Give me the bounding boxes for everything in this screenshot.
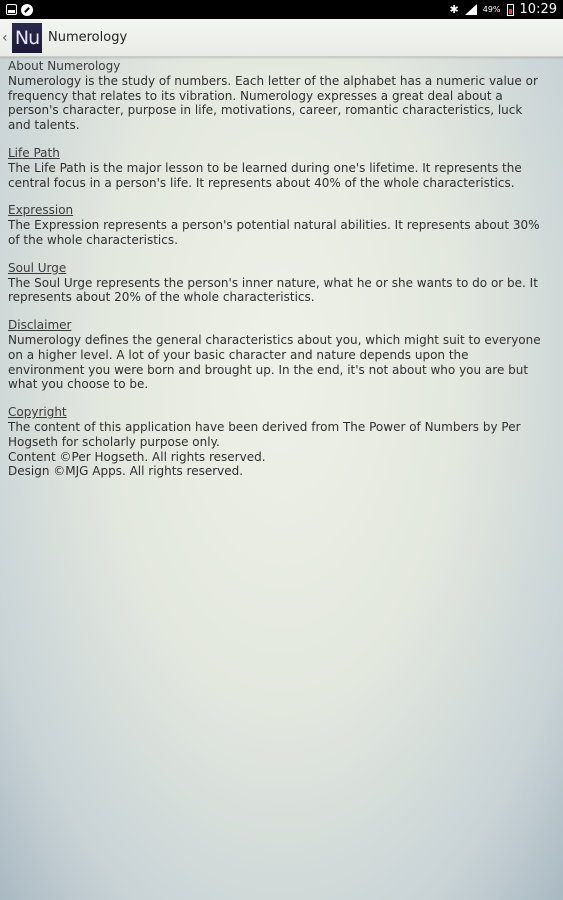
section-body: The Expression represents a person's potential natural abilities. It represents about 30% of the whole characteristics.: [8, 218, 540, 247]
section-expression: [8, 203, 548, 247]
app-logo[interactable]: [12, 23, 42, 53]
section-title: Life Path: [8, 145, 60, 160]
section-title: Expression: [8, 203, 74, 218]
design-credit: Design ©MJG Apps. All rights reserved.: [8, 464, 244, 479]
section-body: The content of this application have been derived from The Power of Numbers by Per Hogseth for scholarly purpose only.: [8, 419, 521, 449]
action-bar: [0, 19, 563, 57]
content-credit: Content ©Per Hogseth. All rights reserved.: [8, 449, 266, 464]
signal-icon: [465, 4, 477, 15]
status-notifications: [0, 4, 33, 16]
section-body: Numerology is the study of numbers. Each letter of the alphabet has a numeric value or frequency that relates to its vibration. Numerology expresses a great deal about a person's character, purpose in life, motivations, career, romantic characteristics, luck and talents.: [8, 73, 538, 133]
status-indicators: [450, 2, 563, 17]
battery-icon: [507, 4, 514, 16]
info-content: [8, 59, 548, 492]
section-about: [8, 59, 548, 133]
section-title: About Numerology: [8, 59, 121, 73]
section-body: The Soul Urge represents the person's inner nature, what he or she wants to do or be. It represents about 20% of the whole characteristics.: [8, 275, 538, 305]
battery-percent: 49%: [482, 5, 501, 14]
section-body: The Life Path is the major lesson to be learned during one's lifetime. It represents the central focus in a person's life. It represents about 40% of the whole characteristics.: [8, 160, 522, 190]
app-notification-icon: [21, 4, 33, 16]
section-life-path: [8, 146, 548, 190]
screenshot-notification-icon: [6, 4, 17, 15]
status-bar: [0, 0, 563, 19]
back-chevron-icon[interactable]: ‹: [2, 29, 8, 46]
clock: 10:29: [519, 2, 557, 17]
section-body: Numerology defines the general characteristics about you, which might suit to everyone on a higher level. A lot of your basic character and nature depends upon the environment you were born and brought up. In the end, it's not about who you are but what you choose to be.: [8, 332, 541, 392]
bluetooth-icon: ✱: [449, 3, 459, 16]
section-title: Copyright: [8, 405, 67, 420]
section-disclaimer: [8, 318, 548, 392]
app-logo-text: Nu: [14, 26, 40, 49]
section-title: Soul Urge: [8, 260, 67, 275]
section-title: Disclaimer: [8, 318, 72, 333]
section-copyright: [8, 405, 548, 479]
page-title: Numerology: [48, 30, 128, 45]
section-soul-urge: [8, 261, 548, 305]
